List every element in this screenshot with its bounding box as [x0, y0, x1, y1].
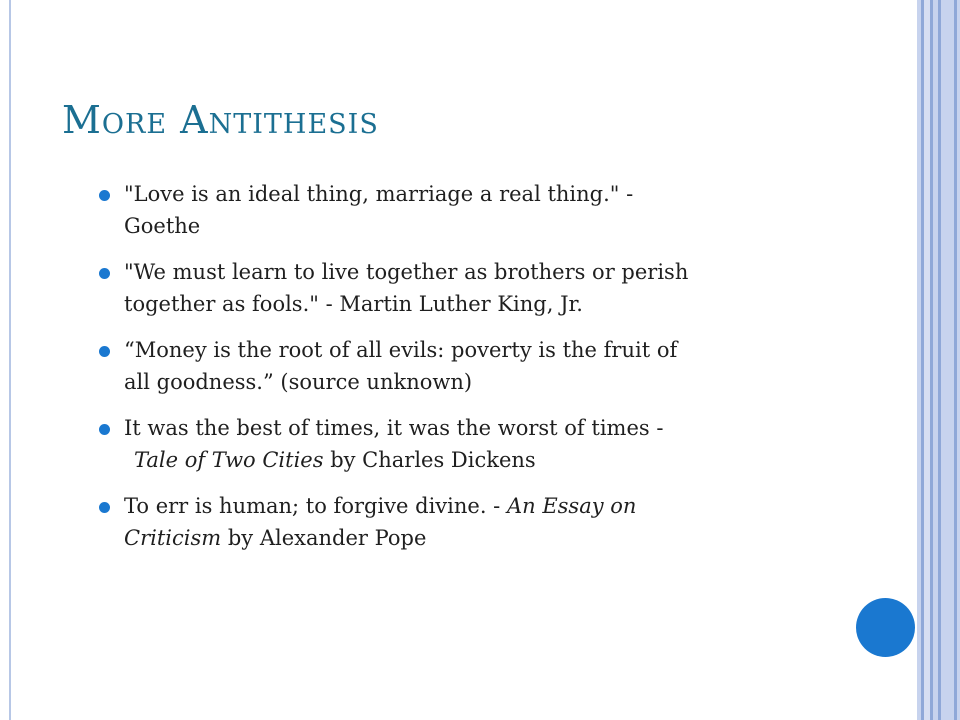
book-title: Criticism	[124, 526, 222, 550]
decorative-circle	[856, 598, 915, 657]
bullet-item	[96, 178, 796, 242]
bullet-icon	[99, 424, 110, 435]
bullet-text: all goodness.” (source unknown)	[124, 370, 473, 394]
bullet-icon	[99, 190, 110, 201]
bullet-text: It was the best of times, it was the worst of times -	[124, 416, 664, 440]
bullet-text: “Money is the root of all evils: poverty is the fruit of	[124, 338, 678, 362]
bullet-item	[96, 412, 796, 476]
bullet-item	[96, 256, 796, 320]
bullet-text: by Charles Dickens	[323, 448, 536, 472]
slide-title: More Antithesis	[62, 98, 379, 142]
right-stripe	[941, 0, 954, 720]
bullet-icon	[99, 346, 110, 357]
book-title: Tale of Two Cities	[134, 448, 324, 472]
bullet-text: "We must learn to live together as brothers or perish	[124, 260, 689, 284]
bullet-text: by Alexander Pope	[221, 526, 427, 550]
bullet-text: Goethe	[124, 214, 201, 238]
bullet-text: "Love is an ideal thing, marriage a real thing." -	[124, 182, 634, 206]
book-title: An Essay on	[506, 494, 637, 518]
bullet-icon	[99, 502, 110, 513]
bullet-item	[96, 490, 796, 554]
bullet-list	[96, 178, 796, 568]
bullet-text-line	[124, 448, 536, 472]
bullet-text: together as fools." - Martin Luther King, Jr.	[124, 292, 583, 316]
bullet-text: To err is human; to forgive divine. -	[124, 494, 507, 518]
bullet-item	[96, 334, 796, 398]
bullet-icon	[99, 268, 110, 279]
left-border-line	[9, 0, 11, 720]
